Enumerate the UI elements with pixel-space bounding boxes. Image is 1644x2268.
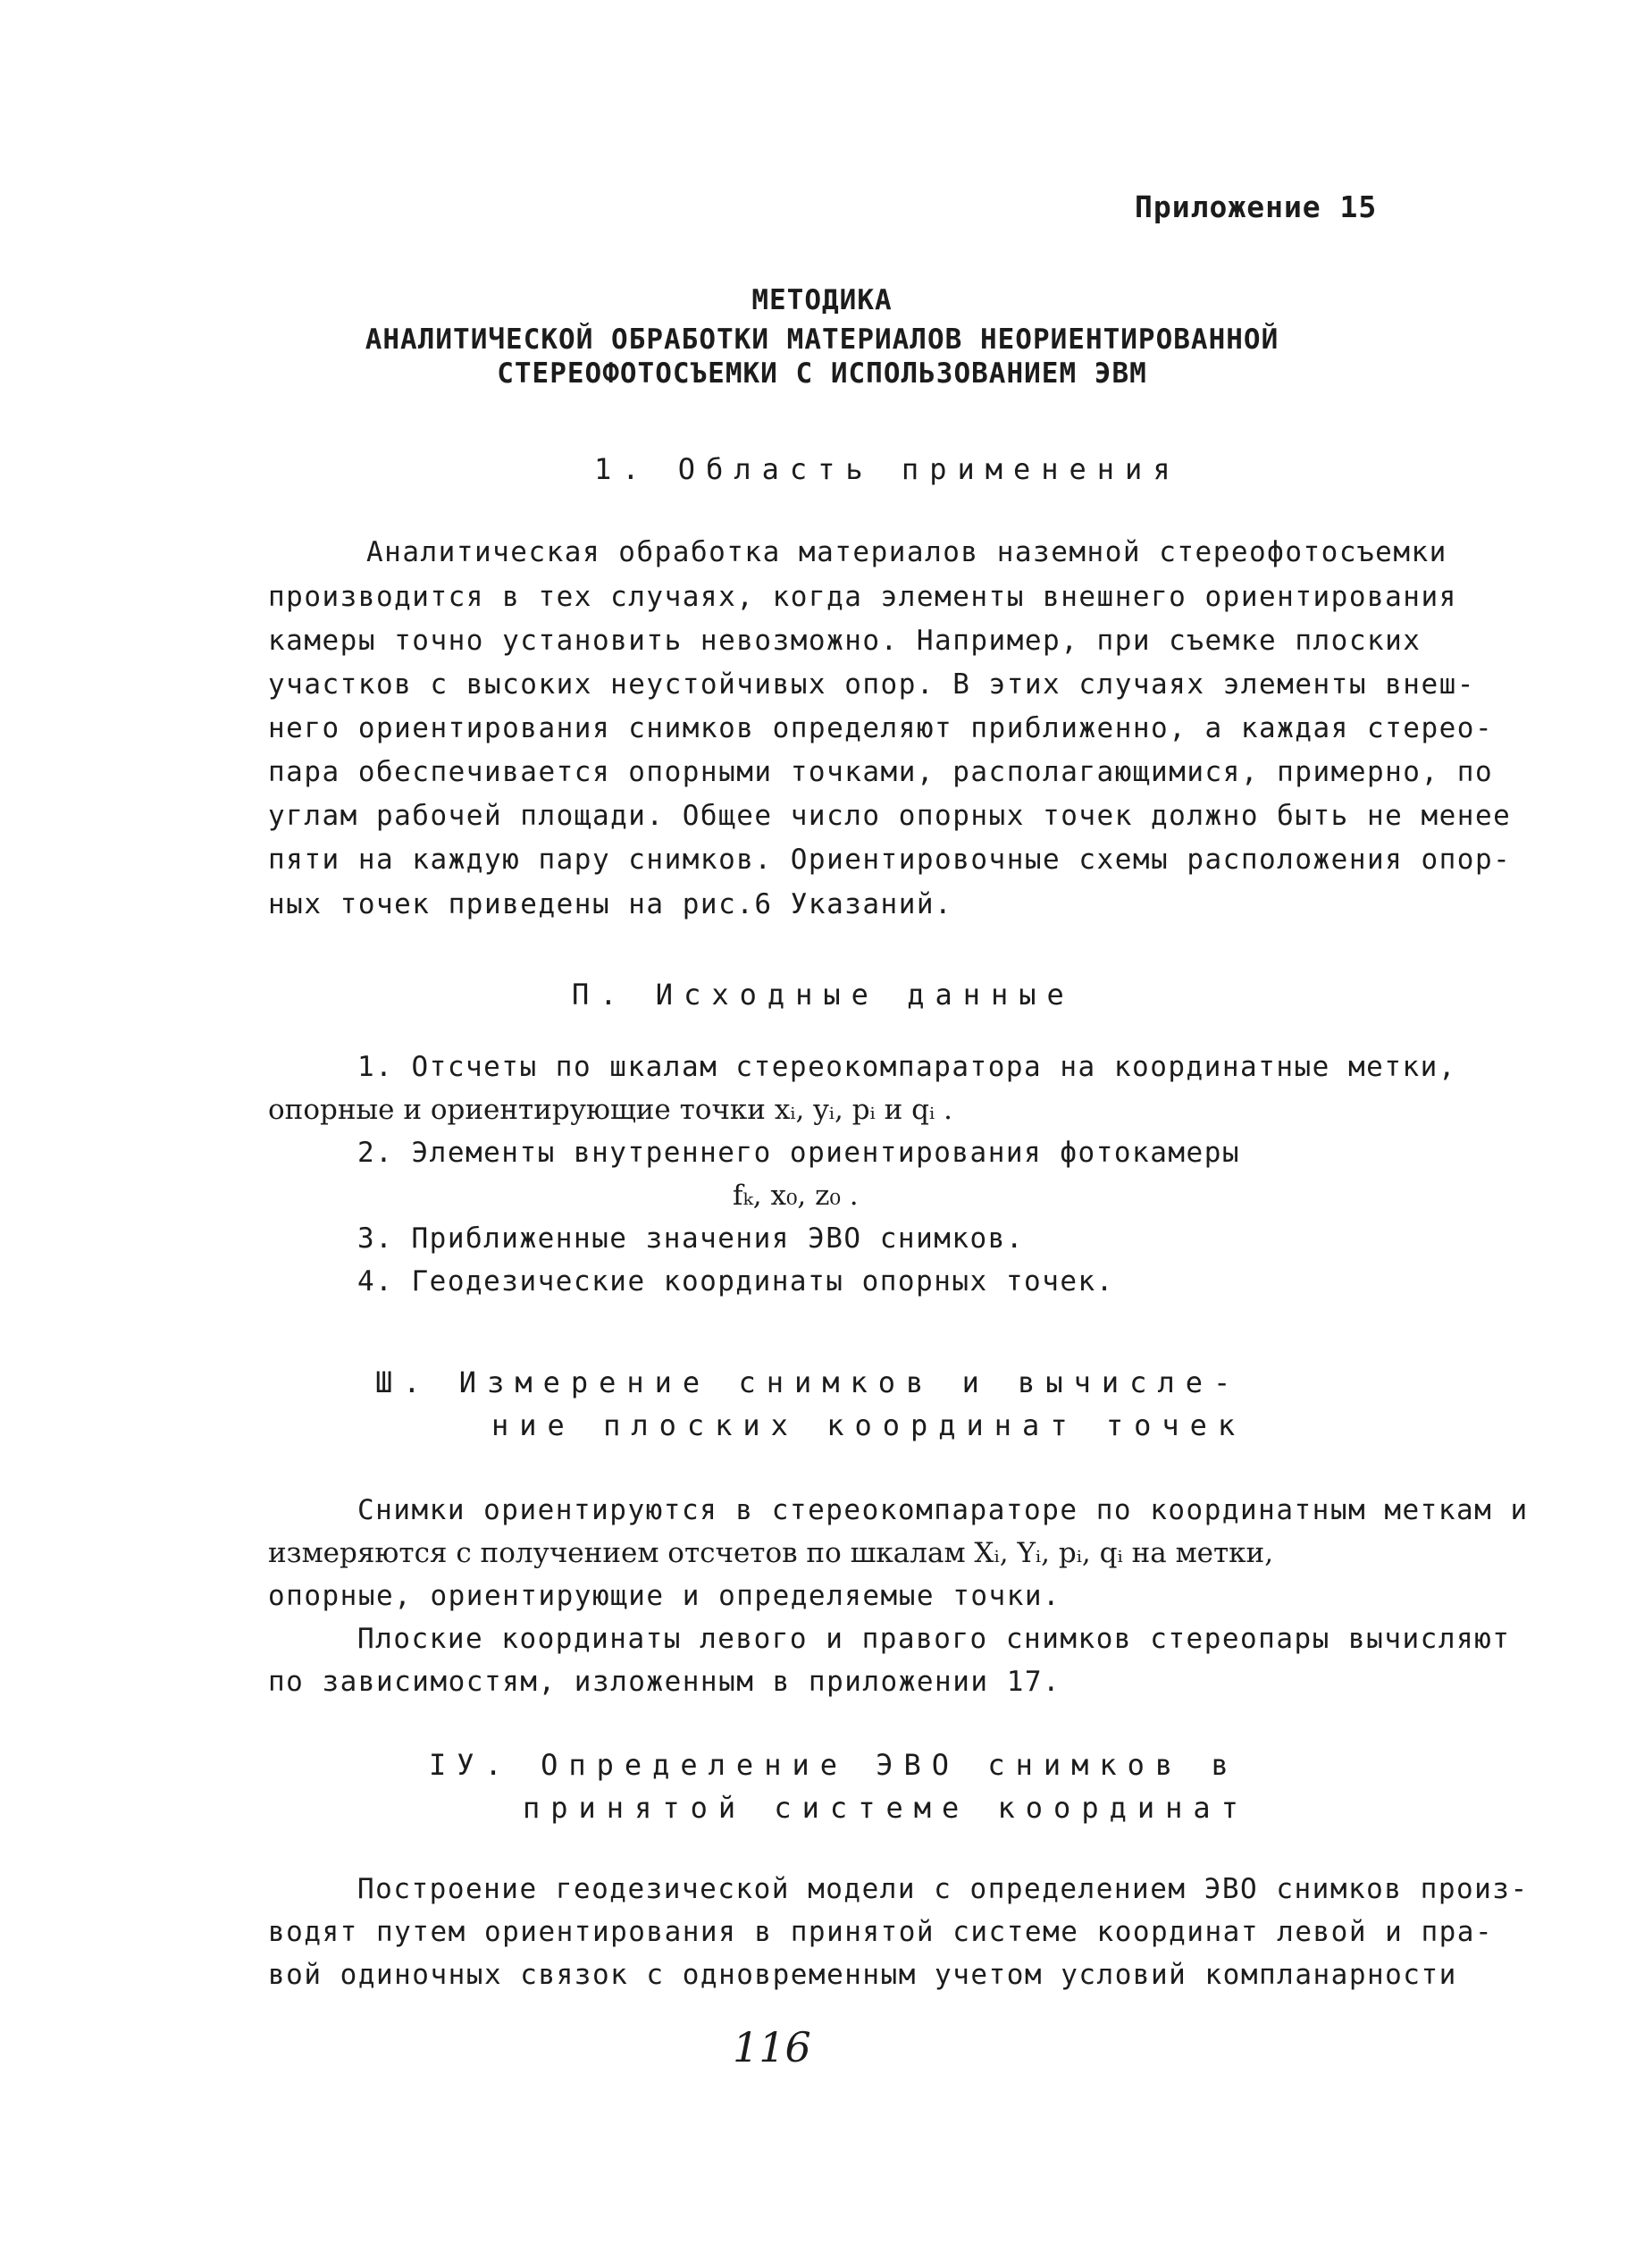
section-3-heading: ние плоских координат точек [491, 1408, 1246, 1442]
list-item: 3. Приближенные значения ЭВО снимков. [357, 1222, 1025, 1255]
paragraph-line: производится в тех случаях, когда элементы внешнего ориентирования [268, 581, 1457, 613]
paragraph-line: Построение геодезической модели с определением ЭВО снимков произ- [357, 1873, 1529, 1905]
section-4-heading: IУ. Определение ЭВО снимков в [429, 1748, 1239, 1782]
paragraph-line: пара обеспечивается опорными точками, располагающимися, примерно, по [268, 756, 1494, 788]
formula: fₖ, x₀, z₀ . [733, 1180, 859, 1212]
title-line-2: АНАЛИТИЧЕСКОЙ ОБРАБОТКИ МАТЕРИАЛОВ НЕОРИЕНТИРОВАННОЙ [365, 323, 1279, 356]
paragraph-line: него ориентирования снимков определяют приближенно, а каждая стерео- [268, 712, 1494, 744]
paragraph-line: Плоские координаты левого и правого снимков стереопары вычисляют [357, 1623, 1511, 1655]
paragraph-line: пяти на каждую пару снимков. Ориентировочные схемы расположения опор- [268, 844, 1512, 876]
section-3-heading: Ш. Измерение снимков и вычисле- [375, 1365, 1242, 1399]
title-line-1: МЕТОДИКА [751, 284, 893, 316]
list-item: 2. Элементы внутреннего ориентирования фотокамеры [357, 1137, 1241, 1169]
page-number: 116 [733, 2023, 811, 2071]
paragraph-line: камеры точно установить невозможно. Например, при съемке плоских [268, 625, 1422, 657]
paragraph-line: водят путем ориентирования в принятой системе координат левой и пра- [268, 1916, 1494, 1948]
title-line-3: СТЕРЕОФОТОСЪЕМКИ С ИСПОЛЬЗОВАНИЕМ ЭВМ [497, 357, 1147, 390]
section-4-heading: принятой системе координат [523, 1791, 1249, 1825]
list-item: опорные и ориентирующие точки xᵢ, yᵢ, pᵢ и qᵢ . [268, 1094, 952, 1126]
section-2-heading: П. Исходные данные [572, 978, 1075, 1012]
paragraph-line: Аналитическая обработка материалов наземной стереофотосъемки [366, 536, 1447, 568]
appendix-label: Приложение 15 [1135, 189, 1378, 224]
paragraph-line: вой одиночных связок с одновременным учетом условий компланарности [268, 1959, 1457, 1991]
paragraph-line: участков с высоких неустойчивых опор. В этих случаях элементы внеш- [268, 668, 1475, 701]
paragraph-line: измеряются с получением отсчетов по шкалам Xᵢ, Yᵢ, pᵢ, qᵢ на метки, [268, 1537, 1274, 1569]
section-1-heading: 1. Область применения [594, 452, 1181, 486]
paragraph-line: опорные, ориентирующие и определяемые точки. [268, 1580, 1061, 1612]
list-item: 1. Отсчеты по шкалам стереокомпаратора на координатные метки, [357, 1051, 1456, 1083]
paragraph-line: по зависимостям, изложенным в приложении 17. [268, 1666, 1061, 1698]
paragraph-line: Снимки ориентируются в стереокомпараторе по координатным меткам и [357, 1494, 1529, 1526]
list-item: 4. Геодезические координаты опорных точек. [357, 1265, 1114, 1298]
paragraph-line: ных точек приведены на рис.6 Указаний. [268, 888, 953, 920]
paragraph-line: углам рабочей площади. Общее число опорных точек должно быть не менее [268, 800, 1512, 832]
